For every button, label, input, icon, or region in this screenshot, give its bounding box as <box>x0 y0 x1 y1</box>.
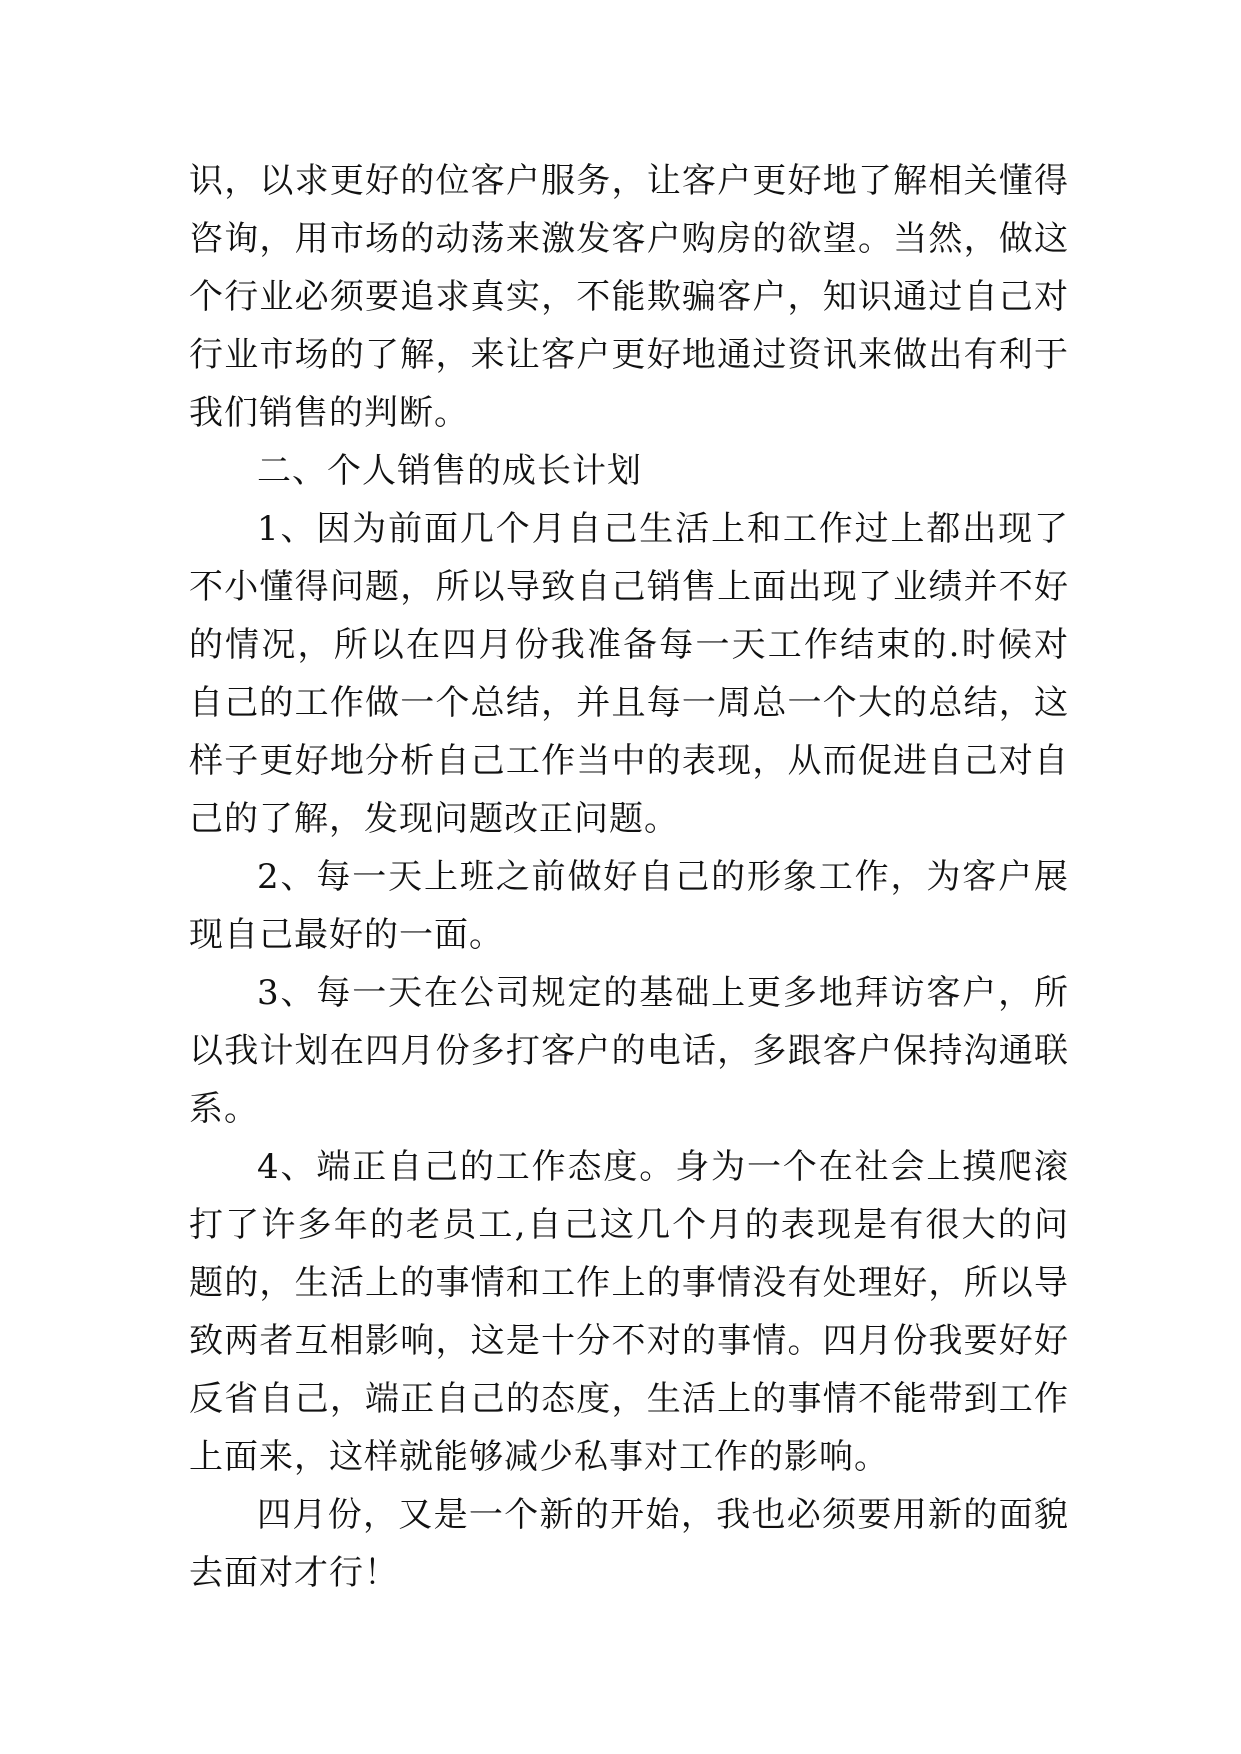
plan-item-1: 1、因为前面几个月自己生活上和工作过上都出现了不小懂得问题，所以导致自己销售上面出现了业绩并不好的情况，所以在四月份我准备每一天工作结束的.时候对自己的工作做一个总结，并且每一周总一个大的总结，这样子更好地分析自己工作当中的表现，从而促进自己对自己的了解，发现问题改正问题。 <box>189 509 1069 839</box>
section-heading: 二、个人销售的成长计划 <box>257 451 642 491</box>
plan-item-3: 3、每一天在公司规定的基础上更多地拜访客户，所以我计划在四月份多打客户的电话，多跟客户保持沟通联系。 <box>189 973 1069 1129</box>
plan-item-4: 4、端正自己的工作态度。身为一个在社会上摸爬滚打了许多年的老员工,自己这几个月的表现是有很大的问题的，生活上的事情和工作上的事情没有处理好，所以导致两者互相影响，这是十分不对的事情。四月份我要好好反省自己，端正自己的态度，生活上的事情不能带到工作上面来，这样就能够减少私事对工作的影响。 <box>189 1147 1069 1477</box>
plan-item-2: 2、每一天上班之前做好自己的形象工作，为客户展现自己最好的一面。 <box>189 857 1069 955</box>
document-body <box>189 152 1069 1602</box>
paragraph-continuation: 识，以求更好的位客户服务，让客户更好地了解相关懂得咨询，用市场的动荡来激发客户购房的欲望。当然，做这个行业必须要追求真实，不能欺骗客户，知识通过自己对行业市场的了解，来让客户更好地通过资讯来做出有利于我们销售的判断。 <box>189 161 1069 433</box>
closing-paragraph: 四月份，又是一个新的开始，我也必须要用新的面貌去面对才行！ <box>189 1495 1069 1593</box>
